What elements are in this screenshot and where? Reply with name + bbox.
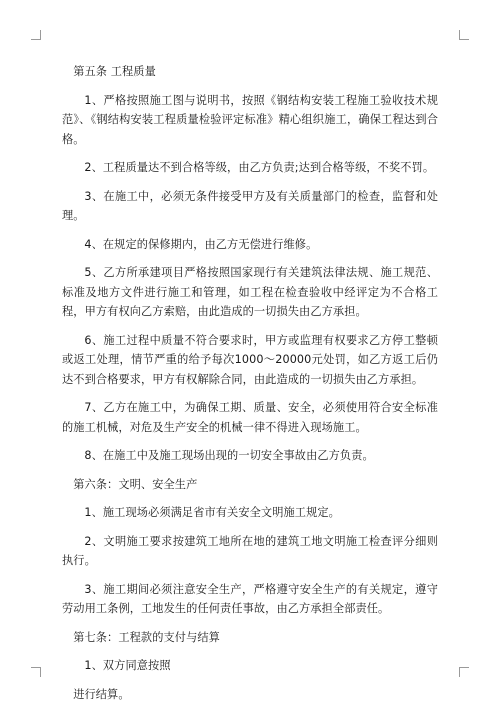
document-body xyxy=(62,62,438,713)
crop-mark-bottom-left xyxy=(31,667,41,677)
section-heading-6: 第六条：文明、安全生产 xyxy=(73,477,198,491)
section-heading-7: 第七条：工程款的支付与结算 xyxy=(73,630,220,644)
paragraph: 3、施工期间必须注意安全生产，严格遵守安全生产的有关规定，遵守劳动用工条例，工地发生的任何责任事故，由乙方承担全部责任。 xyxy=(62,582,438,615)
crop-mark-top-left xyxy=(31,30,41,40)
crop-mark-top-right xyxy=(459,30,469,40)
paragraph: 2、工程质量达不到合格等级，由乙方负责;达到合格等级，不奖不罚。 xyxy=(84,161,435,174)
paragraph: 5、乙方所承建项目严格按照国家现行有关建筑法律法规、施工规范、标准及地方文件进行施工和管理，如工程在检查验收中经评定为不合格工程，甲方有权向乙方索赔，由此造成的一切损失由乙方承担。 xyxy=(62,266,438,318)
paragraph: 4、在规定的保修期内，由乙方无偿进行维修。 xyxy=(84,237,318,251)
crop-mark-bottom-right xyxy=(459,667,469,677)
paragraph: 7、乙方在施工中，为确保工期、质量、安全，必须使用符合安全标准的施工机械，对危及生产安全的机械一律不得进入现场施工。 xyxy=(62,401,438,434)
paragraph: 6、施工过程中质量不符合要求时，甲方或监理有权要求乙方停工整顿或返工处理，情节严重的给予每次1000～20000元处罚，如乙方返工后仍达不到合格要求，甲方有权解除合同，由此造成的一切损失由乙方承担。 xyxy=(62,333,438,386)
paragraph: 8、在施工中及施工现场出现的一切安全事故由乙方负责。 xyxy=(84,449,374,462)
paragraph-continuation: 进行结算。 xyxy=(73,687,130,701)
section-heading-5: 第五条 工程质量 xyxy=(73,65,156,78)
paragraph: 1、双方同意按照 xyxy=(84,659,171,672)
paragraph: 1、施工现场必须满足省市有关安全文明施工规定。 xyxy=(84,506,340,519)
paragraph: 1、严格按照施工图与说明书，按照《钢结构安装工程施工验收技术规范》、《钢结构安装工程质量检验评定标准》精心组织施工，确保工程达到合格。 xyxy=(62,93,438,146)
paragraph: 3、在施工中，必须无条件接受甲方及有关质量部门的检查，监督和处理。 xyxy=(62,189,438,222)
paragraph: 2、文明施工要求按建筑工地所在地的建筑工地文明施工检查评分细则执行。 xyxy=(62,534,438,567)
